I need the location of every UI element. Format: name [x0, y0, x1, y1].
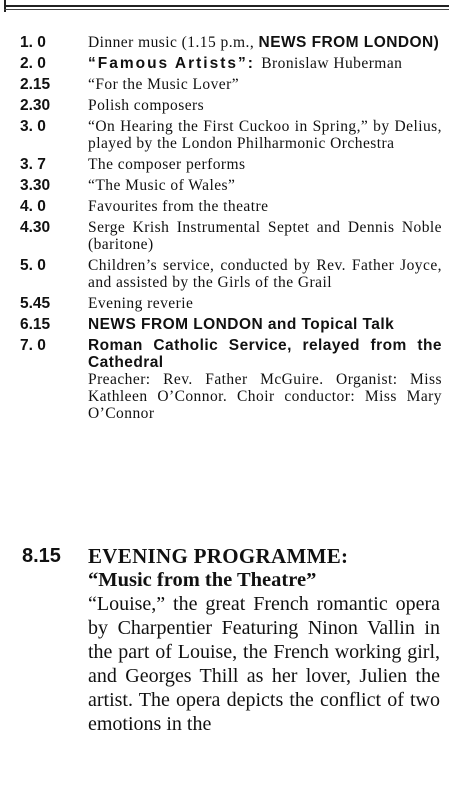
entry-text: Evening reverie	[88, 295, 194, 312]
entry-description	[88, 219, 442, 253]
entry-bold-text: Roman Catholic Service, relayed from the Cathedral	[88, 337, 442, 371]
entry-description	[88, 257, 442, 291]
programme-listing	[0, 34, 449, 426]
evening-programme	[0, 544, 449, 736]
entry-description	[88, 198, 442, 215]
entry-bold-text: “Famous Artists”:	[88, 55, 262, 72]
entry-time: 6.15	[20, 316, 51, 333]
listing-entry	[0, 198, 449, 215]
entry-time: 4.30	[20, 219, 51, 236]
listing-entry	[0, 337, 449, 422]
evening-description: “Louise,” the great French romantic opera by Charpentier Featuring Ninon Vallin in the part of Louise, the French working girl, and Georges Thill as her lover, Julien the artist. The opera depicts the conflict of two emotions in the	[88, 593, 440, 735]
entry-time: 5. 0	[20, 257, 46, 274]
entry-text: “The Music of Wales”	[88, 177, 236, 194]
evening-heading: EVENING PROGRAMME:	[88, 544, 349, 568]
entry-description	[88, 156, 442, 173]
listing-entry	[0, 257, 449, 291]
entry-text: Children’s service, conducted by Rev. Father Joyce, and assisted by the Girls of the Grail	[88, 257, 442, 291]
top-border-rule	[0, 0, 449, 12]
entry-description	[88, 337, 442, 422]
entry-text: The composer performs	[88, 156, 246, 173]
entry-bold-text: NEWS FROM LONDON and Topical Talk	[88, 316, 395, 333]
entry-text: Serge Krish Instrumental Septet and Dennis Noble (baritone)	[88, 219, 442, 253]
entry-text: Polish composers	[88, 97, 205, 114]
entry-time: 3. 7	[20, 156, 46, 173]
entry-description	[88, 55, 442, 72]
entry-time: 3. 0	[20, 118, 46, 135]
entry-description	[88, 97, 442, 114]
entry-description	[88, 118, 442, 152]
evening-subheading: “Music from the Theatre”	[88, 569, 317, 591]
entry-bold-text: NEWS FROM LONDON)	[258, 34, 440, 51]
entry-text: “For the Music Lover”	[88, 76, 240, 93]
listing-entry	[0, 295, 449, 312]
entry-time: 1. 0	[20, 34, 46, 51]
listing-entry	[0, 55, 449, 72]
listing-entry	[0, 97, 449, 114]
border-double-line-lower	[4, 9, 449, 10]
entry-description	[88, 34, 442, 51]
entry-text: Dinner music (1.15 p.m.,	[88, 34, 259, 51]
entry-text: Bronislaw Huberman	[261, 55, 403, 72]
entry-time: 5.45	[20, 295, 51, 312]
entry-time: 4. 0	[20, 198, 46, 215]
entry-text: Preacher: Rev. Father McGuire. Organist: Miss Kathleen O’Connor. Choir conductor: Miss Mary O’Connor	[88, 371, 442, 422]
entry-description	[88, 295, 442, 312]
listing-entry	[0, 76, 449, 93]
entry-time: 7. 0	[20, 337, 46, 354]
listing-entry	[0, 316, 449, 333]
listing-entry	[0, 34, 449, 51]
listing-entry	[0, 219, 449, 253]
listing-entry	[0, 118, 449, 152]
entry-text: “On Hearing the First Cuckoo in Spring,” by Delius, played by the London Philharmonic Orchestra	[88, 118, 442, 152]
entry-time: 2.30	[20, 97, 51, 114]
entry-text: Favourites from the theatre	[88, 198, 269, 215]
border-double-line-upper	[4, 5, 449, 7]
entry-time: 2. 0	[20, 55, 46, 72]
entry-description	[88, 76, 442, 93]
entry-time: 2.15	[20, 76, 51, 93]
entry-description	[88, 316, 442, 333]
evening-time: 8.15	[22, 545, 61, 567]
listing-entry	[0, 156, 449, 173]
entry-time: 3.30	[20, 177, 51, 194]
evening-details	[88, 544, 440, 736]
listing-entry	[0, 177, 449, 194]
entry-description	[88, 177, 442, 194]
